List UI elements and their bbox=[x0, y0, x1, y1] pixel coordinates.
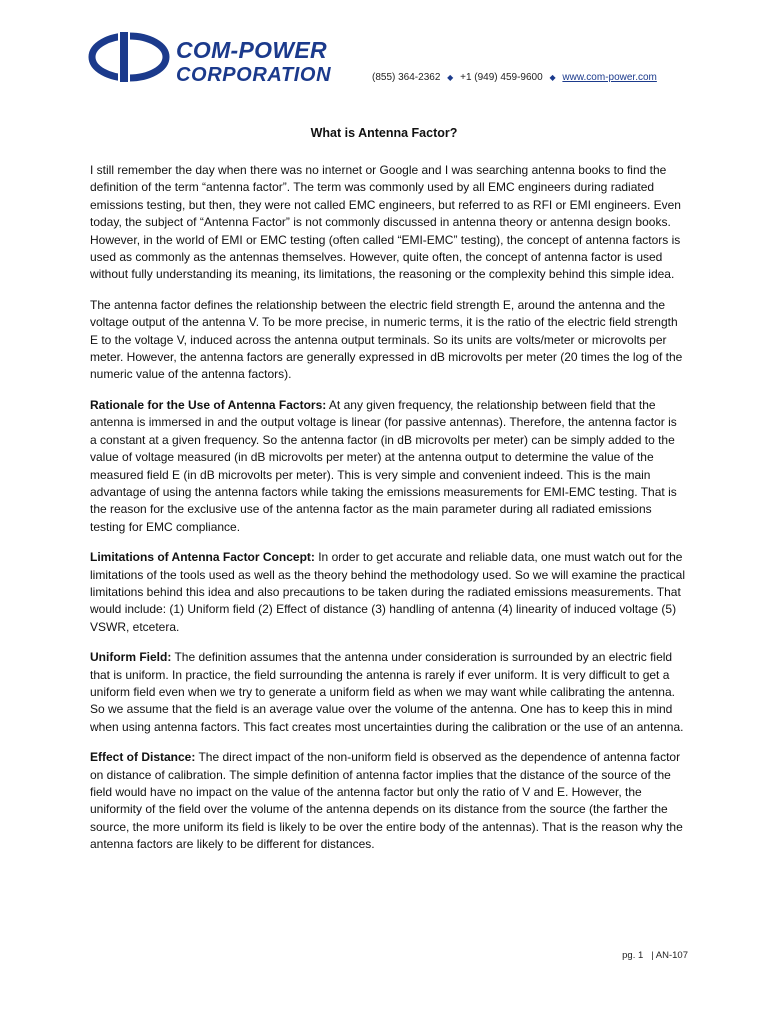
website-link[interactable]: www.com-power.com bbox=[562, 72, 657, 83]
diamond-bullet-icon: ◆ bbox=[447, 73, 454, 82]
document-id: | AN-107 bbox=[651, 950, 688, 961]
page-number: pg. 1 bbox=[622, 950, 644, 961]
paragraph bbox=[90, 749, 686, 853]
paragraph-text: I still remember the day when there was no internet or Google and I was searching antenna books to find the definition of the term “antenna factor”. The term was commonly used by all EMC engineers during radiated emissions testing, but then, they were not called EMC engineers, but referred to as RFI or EMI engineers. Even today, the subject of “Antenna Factor” is not commonly discussed in antenna theory or antenna design books. However, in the world of EMI or EMC testing (often called “EMI-EMC” testing), the concept of antenna factors is used as commonly as the antennas themselves. However, quite often, the concept of antenna factor is used without fully understanding its meaning, its limitations, the reasoning or the complexity behind this simple idea. bbox=[90, 163, 681, 282]
paragraph-text: The antenna factor defines the relationship between the electric field strength E, around the antenna and the voltage output of the antenna V. To be more precise, in numeric terms, it is the ratio of the electric field strength E to the voltage V, induced across the antenna output terminals. So its units are volts/meter or microvolts per meter. However, the antenna factors are generally expressed in dB microvolts per meter (20 times the log of the numeric value of the antenna factors). bbox=[90, 297, 683, 382]
paragraph bbox=[90, 649, 686, 736]
paragraph bbox=[90, 297, 686, 384]
document-title: What is Antenna Factor? bbox=[310, 126, 458, 140]
company-name bbox=[176, 38, 331, 88]
company-name-line2: CORPORATION bbox=[176, 64, 332, 86]
paragraph-text: In order to get accurate and reliable data, one must watch out for the limitations of the tools used as well as the theory behind the methodology used. So we will examine the practical limitations behind this idea and also precautions to be taken during the radiated emissions measurements. That would include: (1) Uniform field (2) Effect of distance (3) handling of antenna (4) linearity of induced voltage (5) VSWR, etcetera. bbox=[90, 550, 685, 634]
paragraph bbox=[90, 162, 686, 284]
company-logo-icon bbox=[88, 32, 170, 82]
contact-info bbox=[372, 72, 657, 83]
paragraph-text: The definition assumes that the antenna under consideration is surrounded by an electric field that is uniform. In practice, the field surrounding the antenna is rarely if ever uniform. It is very difficult to get a uniform field even when we try to generate a uniform field as when we may want while calibrating the antenna. So we assume that the field is an average value over the volume of the antenna. One has to keep this in mind when using antenna factors. This fact creates most uncertainties during the calibration or the use of an antenna. bbox=[90, 650, 684, 734]
paragraph-text: The direct impact of the non-uniform field is observed as the dependence of antenna factor on distance of calibration. The simple definition of antenna factor implies that the distance of the source of the field would have no impact on the value of the antenna factor but only the ratio of V and E. However, the uniformity of the field over the volume of the antenna depends on its distance from the source (the farther the source, the more uniform its field is likely to be over the entire body of the antennas). That is the reason why the antenna factors are likely to be different for distances. bbox=[90, 750, 683, 852]
paragraph-heading: Uniform Field: bbox=[90, 650, 172, 665]
paragraph-heading: Limitations of Antenna Factor Concept: bbox=[90, 550, 315, 565]
paragraph-heading: Effect of Distance: bbox=[90, 750, 196, 765]
company-name-line1: COM-POWER bbox=[176, 37, 327, 63]
phone-international: +1 (949) 459-9600 bbox=[460, 72, 543, 83]
paragraph-text: At any given frequency, the relationship between field that the antenna is immersed in and the output voltage is linear (for passive antennas). Therefore, the antenna factor is a constant at a given frequency. So the antenna factor (in dB microvolts per meter) can be simply added to the value of voltage measured (in dB microvolts per meter) at the antenna output to determine the value of the measured field E (in dB microvolts per meter). This is very simple and convenient indeed. This is the main advantage of using the antenna factors while taking the emissions measurements for EMI-EMC testing. That is the reason for the exclusive use of the antenna factor as the main parameter during all radiated emissions testing for EMC compliance. bbox=[90, 397, 677, 534]
diamond-bullet-icon: ◆ bbox=[549, 73, 556, 82]
document-body bbox=[90, 162, 686, 867]
phone-tollfree: (855) 364-2362 bbox=[372, 72, 441, 83]
paragraph bbox=[90, 397, 686, 536]
page-footer bbox=[622, 950, 688, 961]
paragraph bbox=[90, 549, 686, 636]
paragraph-heading: Rationale for the Use of Antenna Factors: bbox=[90, 397, 327, 412]
letterhead bbox=[88, 30, 688, 90]
